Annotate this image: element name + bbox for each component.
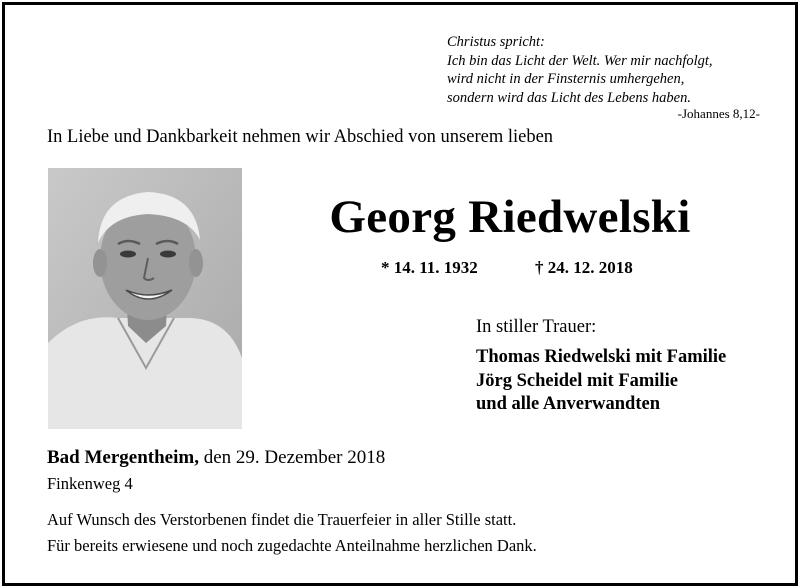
- portrait-photo: [48, 168, 242, 429]
- thanks-note: Für bereits erwiesene und noch zugedachte Anteilnahme herzlichen Dank.: [47, 536, 537, 555]
- mourner-entry: Jörg Scheidel mit Familie: [476, 370, 678, 391]
- quote-line: wird nicht in der Finsternis umhergehen,: [447, 71, 685, 87]
- quote-reference: -Johannes 8,12-: [677, 106, 760, 121]
- death-date: † 24. 12. 2018: [535, 258, 633, 277]
- notice-date: den 29. Dezember 2018: [203, 447, 386, 468]
- bible-quote: [447, 33, 767, 107]
- quote-line: sondern wird das Licht des Lebens haben.: [447, 89, 691, 106]
- quote-line: Christus spricht:: [447, 34, 545, 50]
- street-address: Finkenweg 4: [47, 474, 133, 493]
- place-name: Bad Mergentheim,: [47, 447, 199, 468]
- mourner-entry: und alle Anverwandten: [476, 394, 661, 414]
- ceremony-note: Auf Wunsch des Verstorbenen findet die Trauerfeier in aller Stille statt.: [47, 510, 517, 529]
- intro-text: In Liebe und Dankbarkeit nehmen wir Abschied von unserem lieben: [47, 127, 554, 147]
- portrait-illustration: [48, 168, 242, 429]
- deceased-name: Georg Riedwelski: [329, 191, 691, 243]
- mourners-list: [476, 346, 726, 417]
- quote-line: Ich bin das Licht der Welt. Wer mir nachfolgt,: [447, 52, 713, 69]
- place-date-line: [47, 446, 385, 470]
- mourner-entry: Thomas Riedwelski mit Familie: [476, 347, 727, 367]
- birth-date: * 14. 11. 1932: [381, 258, 478, 277]
- mourning-label: In stiller Trauer:: [476, 317, 597, 337]
